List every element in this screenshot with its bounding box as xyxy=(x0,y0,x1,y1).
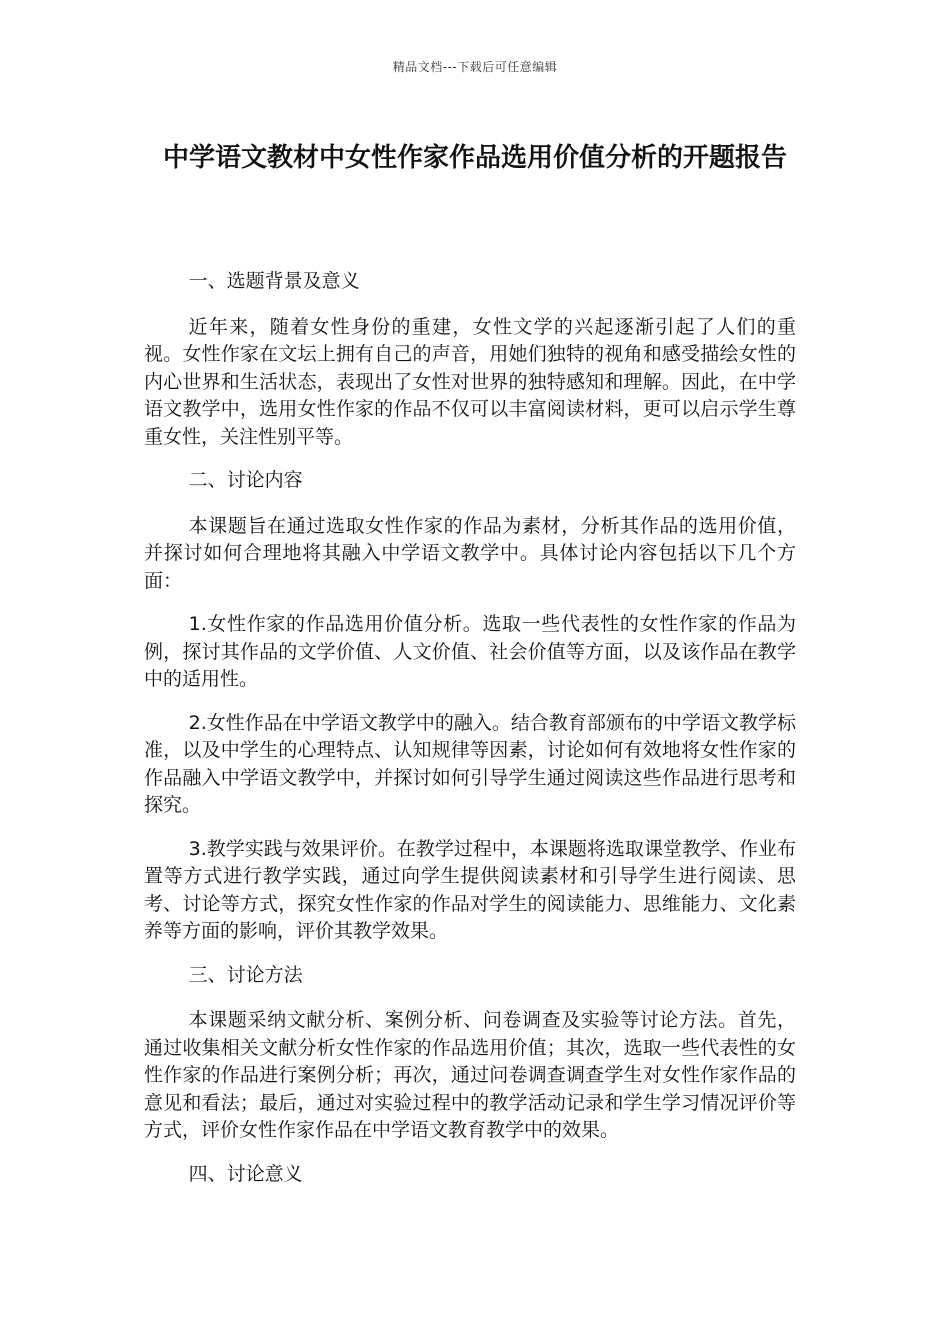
document-title: 中学语文教材中女性作家作品选用价值分析的开题报告 xyxy=(162,143,787,173)
list-item-paragraph: 3.教学实践与效果评价。在教学过程中，本课题将选取课堂教学、作业布置等方式进行教学实践，通过向学生提供阅读素材和引导学生进行阅读、思考、讨论等方式，探究女性作家的作品对学生的阅读能力、思维能力、文化素养等方面的影响，评价其教学效果。 xyxy=(144,837,796,942)
section-heading: 二、讨论内容 xyxy=(188,469,303,491)
section-heading: 四、讨论意义 xyxy=(188,1162,303,1185)
paragraph: 本课题采纳文献分析、案例分析、问卷调查及实验等讨论方法。首先，通过收集相关文献分析女性作家的作品选用价值；其次，选取一些代表性的女性作家的作品进行案例分析；再次，通过问卷调查调查学生对女性作家作品的意见和看法；最后，通过对实验过程中的教学活动记录和学生学习情况评价等方式，评价女性作家作品在中学语文教育教学中的效果。 xyxy=(144,1009,796,1141)
paragraph: 近年来，随着女性身份的重建，女性文学的兴起逐渐引起了人们的重视。女性作家在文坛上拥有自己的声音，用她们独特的视角和感受描绘女性的内心世界和生活状态，表现出了女性对世界的独特感知和理解。因此，在中学语文教学中，选用女性作家的作品不仅可以丰富阅读材料，更可以启示学生尊重女性，关注性别平等。 xyxy=(144,315,796,448)
list-item-paragraph: 1.女性作家的作品选用价值分析。选取一些代表性的女性作家的作品为例，探讨其作品的文学价值、人文价值、社会价值等方面，以及该作品在教学中的适用性。 xyxy=(144,613,796,690)
paragraph: 本课题旨在通过选取女性作家的作品为素材，分析其作品的选用价值，并探讨如何合理地将其融入中学语文教学中。具体讨论内容包括以下几个方面： xyxy=(144,514,796,592)
section-heading: 一、选题背景及意义 xyxy=(188,270,360,292)
document-body xyxy=(144,268,796,1206)
page-header-note: 精品文档---下载后可任意编辑 xyxy=(392,60,558,74)
section-heading: 三、讨论方法 xyxy=(188,963,303,986)
list-item-paragraph: 2.女性作品在中学语文教学中的融入。结合教育部颁布的中学语文教学标准，以及中学生的心理特点、认知规律等因素，讨论如何有效地将女性作家的作品融入中学语文教学中，并探讨如何引导学生通过阅读这些作品进行思考和探究。 xyxy=(144,711,796,816)
